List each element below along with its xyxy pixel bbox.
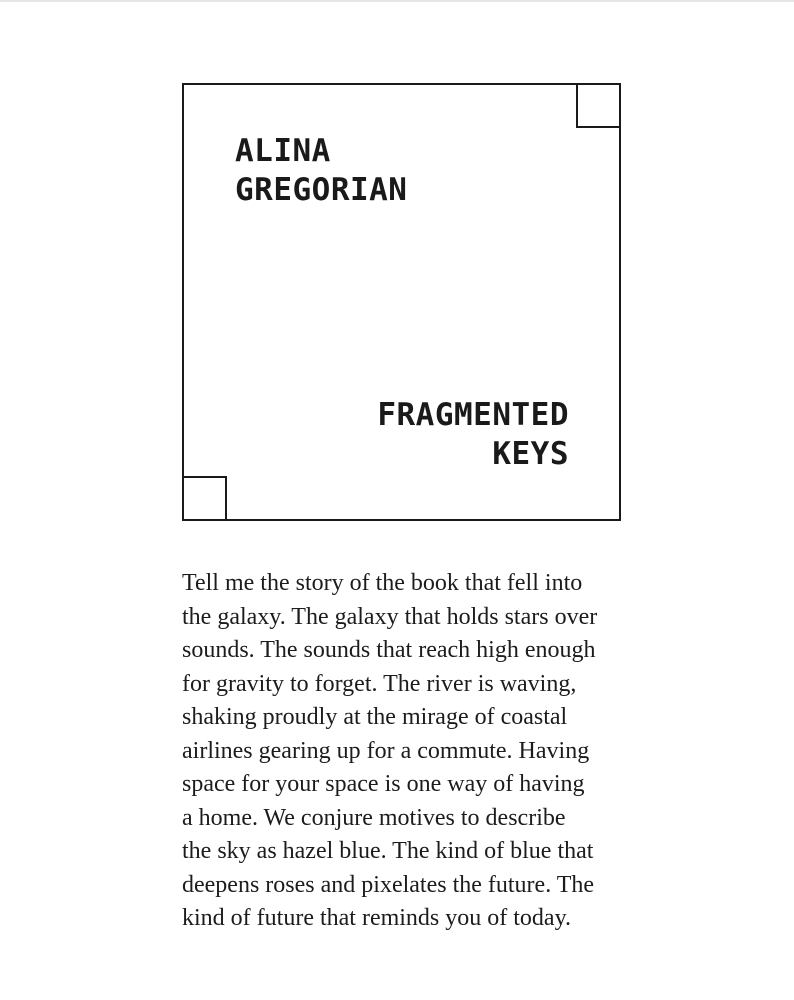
author-name xyxy=(235,132,407,210)
description-line: deepens roses and pixelates the future. The xyxy=(182,871,595,898)
description-line: airlines gearing up for a commute. Having xyxy=(182,737,590,764)
description-line: shaking proudly at the mirage of coastal xyxy=(182,704,568,730)
book-title xyxy=(377,396,569,474)
author-last-name: GREGORIAN xyxy=(235,172,408,208)
book-title-line-1: FRAGMENTED xyxy=(377,397,569,433)
page-top-edge xyxy=(0,0,794,2)
description-line: space for your space is one way of having xyxy=(182,771,585,797)
description-line: kind of future that reminds you of today. xyxy=(182,905,572,931)
description-line: the galaxy. The galaxy that holds stars over xyxy=(182,603,598,630)
author-first-name: ALINA xyxy=(235,133,331,169)
book-title-line-2: KEYS xyxy=(492,436,569,472)
description-line: a home. We conjure motives to describe xyxy=(182,804,566,831)
corner-square-top-right xyxy=(576,83,621,128)
corner-square-bottom-left xyxy=(182,476,227,521)
description-line: the sky as hazel blue. The kind of blue that xyxy=(182,838,594,864)
book-cover-frame xyxy=(182,83,621,521)
description-line: sounds. The sounds that reach high enough xyxy=(182,637,596,663)
description-line: Tell me the story of the book that fell into xyxy=(182,570,583,596)
description-line: for gravity to forget. The river is waving, xyxy=(182,670,577,697)
book-description xyxy=(182,567,632,936)
